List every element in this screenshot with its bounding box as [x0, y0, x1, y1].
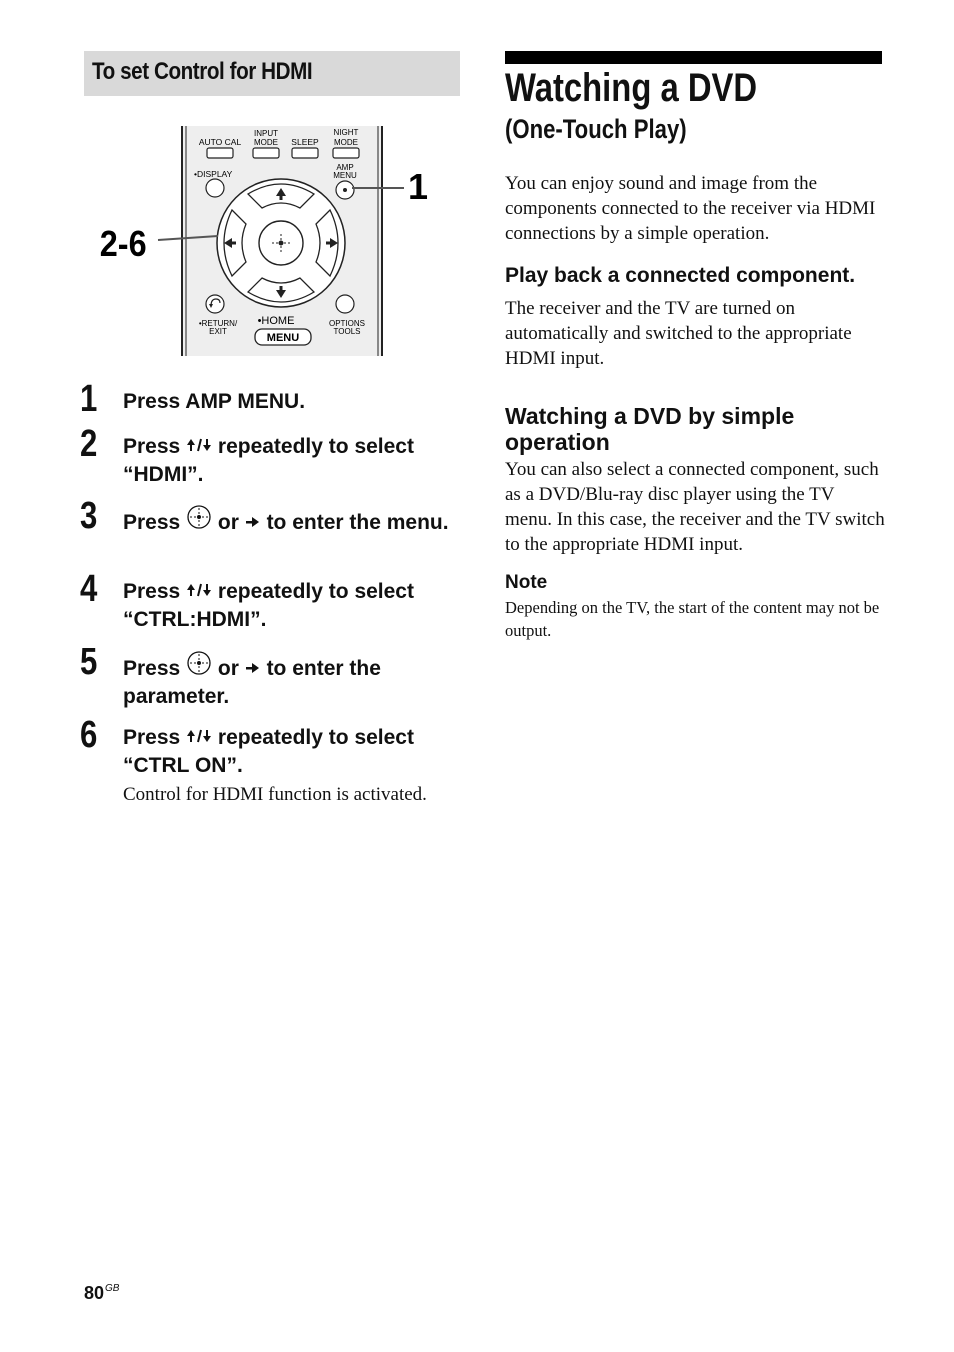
simple-operation-heading: Watching a DVD by simple operation	[505, 403, 795, 455]
amp-menu-label-1: AMP	[336, 163, 354, 172]
right-arrow-icon	[245, 655, 261, 683]
step-text	[123, 505, 468, 537]
night-mode-label-2: MODE	[334, 138, 358, 147]
step-number: 3	[80, 495, 98, 537]
menu-label: MENU	[266, 332, 300, 344]
up-down-arrows-icon	[186, 578, 212, 606]
options-label-1: OPTIONS	[328, 319, 366, 328]
note-label: Note	[505, 572, 548, 593]
play-back-paragraph: The receiver and the TV are turned on automatically and switched to the appropriate HDMI input.	[505, 298, 852, 369]
page-title: Watching a DVD	[505, 66, 758, 110]
step-text-post: repeatedly to select “CTRL:HDMI”.	[123, 580, 414, 631]
remote-control-illustration	[98, 126, 428, 356]
step-number: 5	[80, 641, 98, 683]
step-text-post: to enter the menu.	[260, 511, 449, 534]
page-region: GB	[105, 1283, 120, 1294]
step-text	[123, 578, 468, 634]
display-label: •DISPLAY	[194, 169, 233, 179]
step-number: 1	[80, 378, 98, 420]
step-text	[123, 724, 468, 780]
night-mode-button	[333, 148, 359, 158]
step-text	[123, 433, 468, 489]
title-rule	[505, 51, 882, 64]
return-exit-button	[206, 295, 224, 313]
up-down-arrows-icon	[186, 433, 212, 461]
intro-paragraph: You can enjoy sound and image from the components connected to the receiver via HDMI connections by a simple operation.	[505, 173, 876, 244]
return-exit-label-1: •RETURN/	[198, 319, 238, 328]
step-text: Press AMP MENU.	[123, 390, 306, 413]
note-text: Depending on the TV, the start of the content may not be output.	[505, 598, 880, 640]
step-text-post: to enter the parameter.	[123, 657, 381, 708]
input-mode-label-1: INPUT	[254, 129, 278, 138]
night-mode-label-1: NIGHT	[333, 128, 359, 137]
step-text-pre: Press	[123, 511, 187, 534]
step-text-mid: or	[212, 657, 245, 680]
section-header-bar	[84, 51, 460, 96]
input-mode-label-2: MODE	[254, 138, 278, 147]
display-button	[206, 179, 224, 197]
input-mode-button	[253, 148, 279, 158]
options-button	[336, 295, 354, 313]
step-text-pre: Press	[123, 657, 187, 680]
page-number	[84, 1283, 119, 1304]
step-number: 4	[80, 568, 98, 610]
step-text-post: repeatedly to select “HDMI”.	[123, 435, 414, 486]
up-down-arrows-icon	[186, 724, 212, 752]
auto-cal-button	[207, 148, 233, 158]
step-text	[123, 651, 468, 711]
step-text-pre: Press	[123, 435, 187, 458]
enter-button-icon	[186, 651, 212, 683]
step-number: 6	[80, 714, 98, 756]
home-label: •HOME	[257, 315, 295, 327]
callout-2-6: 2-6	[99, 224, 147, 265]
auto-cal-label: AUTO CAL	[198, 137, 242, 147]
page-number-value: 80	[84, 1283, 105, 1303]
page-subtitle: (One-Touch Play)	[505, 114, 687, 144]
step-text-pre: Press	[123, 580, 187, 603]
step-number: 2	[80, 423, 98, 465]
amp-menu-label-2: MENU	[333, 171, 357, 180]
step-text-pre: Press	[123, 726, 187, 749]
step-body: Control for HDMI function is activated.	[123, 784, 427, 805]
play-back-heading: Play back a connected component.	[505, 264, 856, 287]
return-exit-label-2: EXIT	[209, 327, 227, 336]
step-text-mid: or	[212, 511, 245, 534]
sleep-label: SLEEP	[291, 137, 319, 147]
right-arrow-icon	[245, 509, 261, 537]
options-label-2: TOOLS	[333, 327, 361, 336]
simple-operation-paragraph: You can also select a connected component, such as a DVD/Blu-ray disc player using the TV menu. In this case, the receiver and the TV switch to the appropriate HDMI input.	[505, 459, 885, 555]
step-text-post: repeatedly to select “CTRL ON”.	[123, 726, 414, 777]
sleep-button	[292, 148, 318, 158]
section-title: To set Control for HDMI	[92, 58, 313, 85]
callout-1: 1	[408, 166, 428, 207]
enter-button-icon	[186, 505, 212, 537]
